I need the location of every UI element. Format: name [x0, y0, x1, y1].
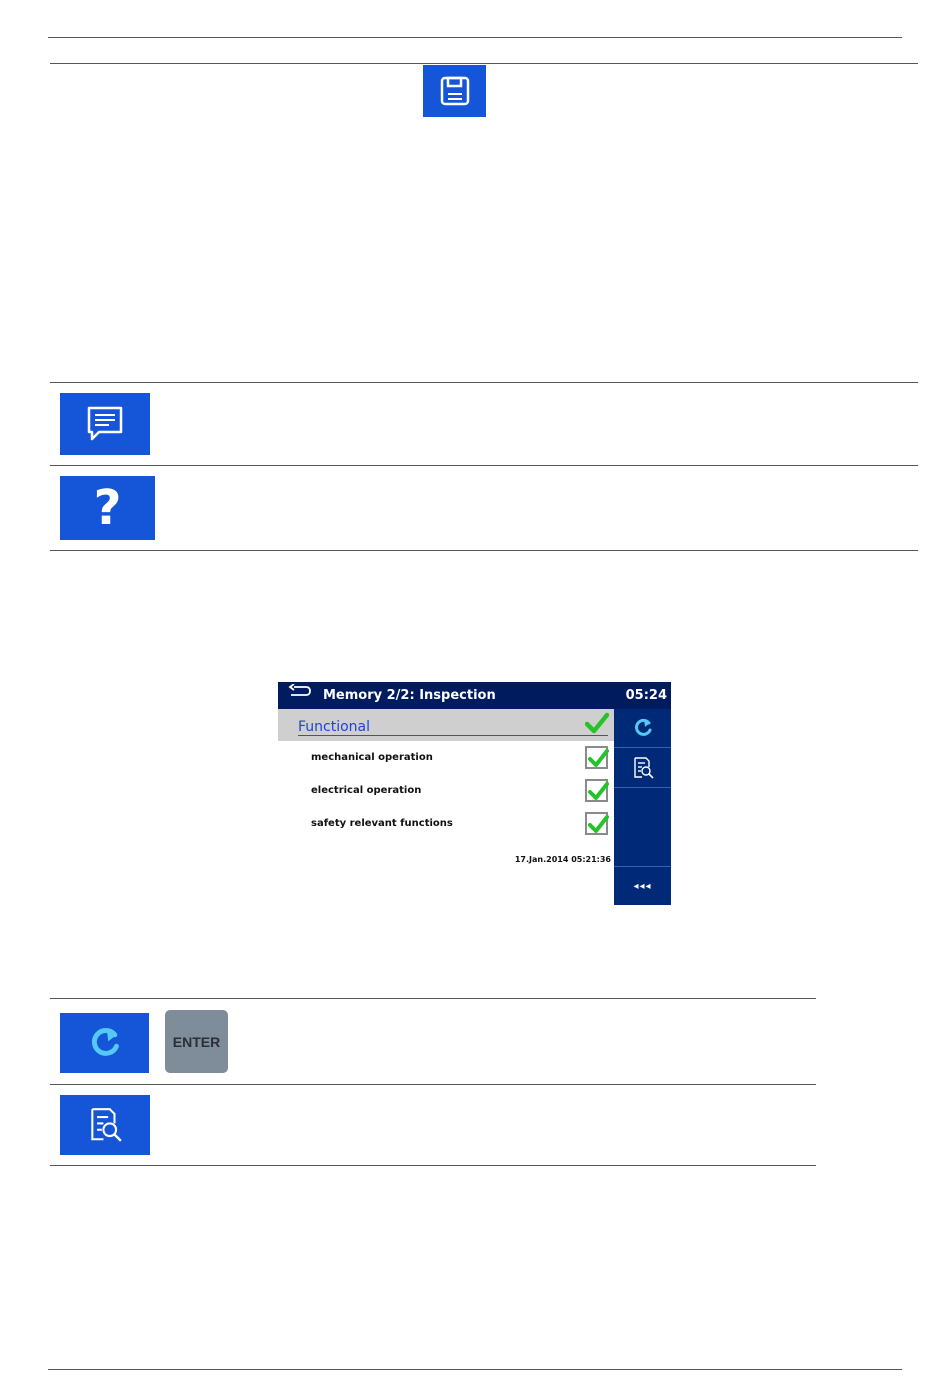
group-label: Functional [298, 719, 371, 735]
table-top-rule [50, 63, 918, 64]
comment-icon [85, 404, 125, 444]
inspection-timestamp: 17.Jan.2014 05:21:36 [514, 855, 611, 864]
table-rule [50, 550, 918, 551]
inspection-item-label: electrical operation [311, 785, 422, 796]
group-underline [298, 735, 608, 736]
view-results-icon [86, 1106, 124, 1144]
view-results-icon [631, 756, 655, 780]
refresh-icon [632, 717, 654, 739]
inspection-item-checkbox[interactable] [585, 779, 608, 802]
screen-side-panel [614, 709, 671, 905]
inspection-item-checkbox[interactable] [585, 746, 608, 769]
comment-icon-button [60, 393, 150, 455]
view-results-button[interactable] [614, 748, 671, 787]
pass-check-icon [585, 712, 609, 734]
help-icon-button [60, 476, 155, 540]
screen-clock: 05:24 [625, 688, 667, 703]
footer-rule [48, 1369, 902, 1370]
inspection-item-label: safety relevant functions [311, 818, 453, 829]
pass-check-icon [587, 780, 609, 802]
table-rule [50, 998, 816, 999]
table-rule [50, 465, 918, 466]
inspection-item-label: mechanical operation [311, 752, 433, 763]
table-rule [50, 382, 918, 383]
save-icon-button [423, 65, 486, 117]
back-icon[interactable] [288, 684, 312, 700]
inspection-item-checkbox[interactable] [585, 812, 608, 835]
header-rule [48, 37, 902, 38]
table-rule [50, 1165, 816, 1166]
view-results-icon-button [60, 1095, 150, 1155]
refresh-icon-button [60, 1013, 149, 1073]
pass-check-icon [587, 747, 609, 769]
enter-key: ENTER [165, 1010, 228, 1073]
refresh-icon [87, 1025, 123, 1061]
table-rule [50, 1084, 816, 1085]
pass-check-icon [587, 813, 609, 835]
screen-title: Memory 2/2: Inspection [323, 688, 496, 703]
side-divider [614, 787, 671, 788]
more-options-button[interactable]: ◂◂◂ [633, 880, 652, 892]
screen-header [278, 682, 671, 709]
save-icon [440, 76, 470, 106]
refresh-button[interactable] [614, 709, 671, 747]
inspection-group-row[interactable] [278, 709, 614, 741]
help-icon: ? [93, 480, 122, 536]
instrument-screen [278, 682, 671, 905]
